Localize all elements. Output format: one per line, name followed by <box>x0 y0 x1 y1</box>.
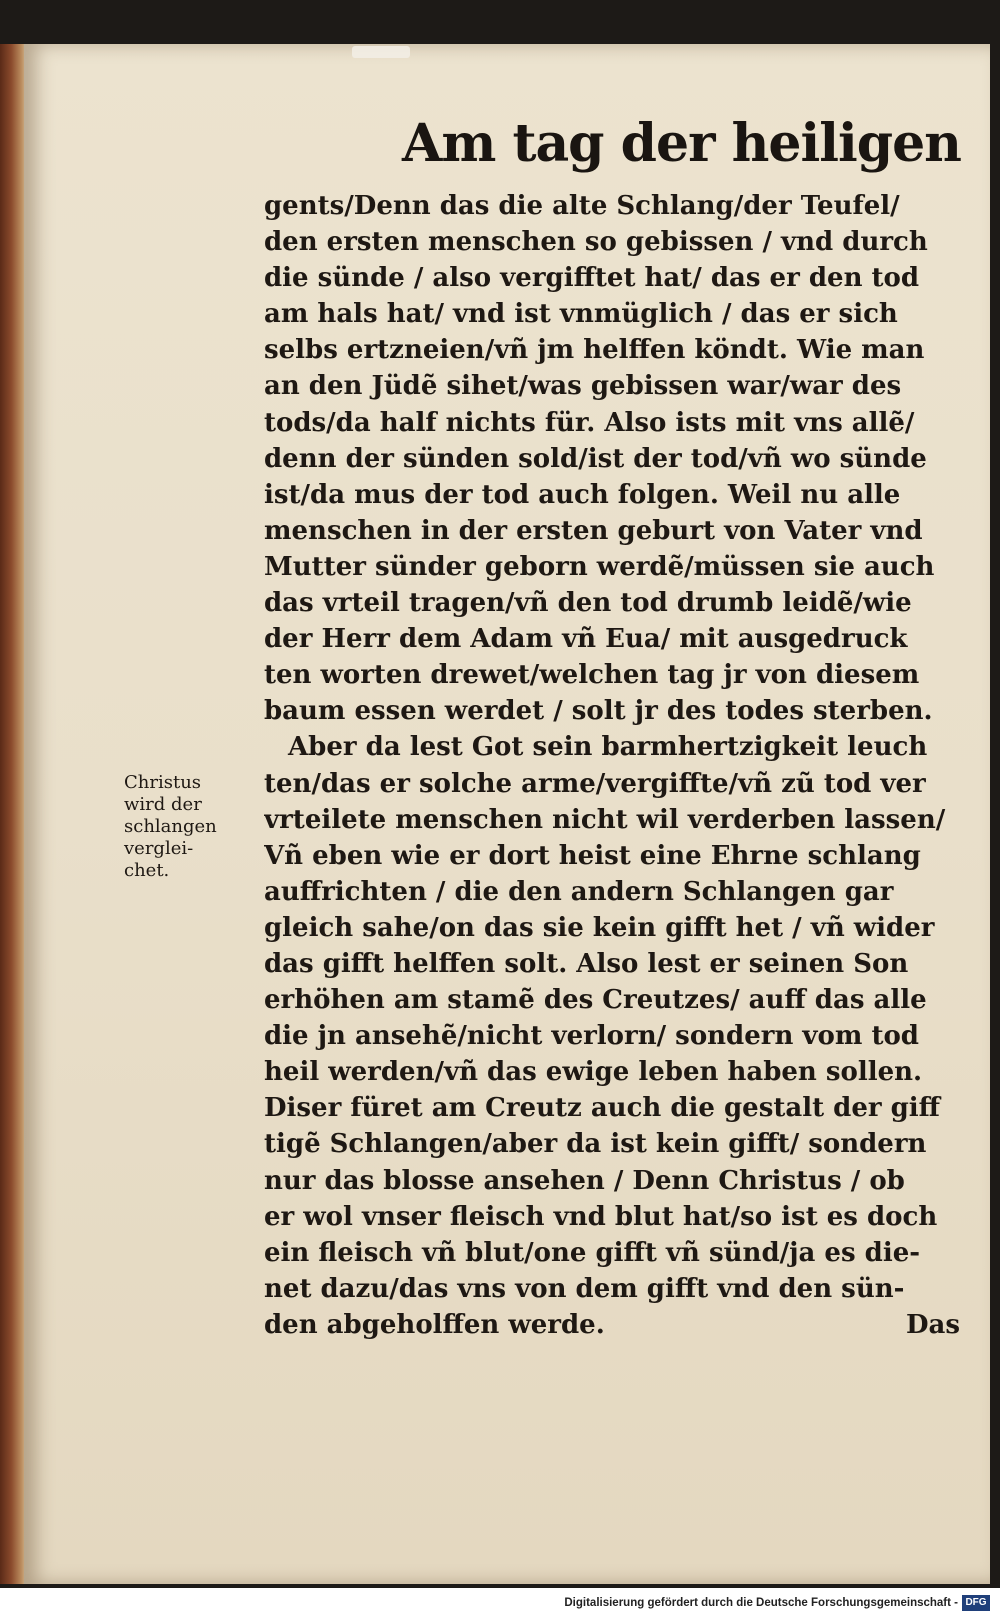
text-line: selbs ertzneien/vñ jm helffen köndt. Wie man <box>264 335 925 366</box>
text-line: den ersten menschen so gebissen / vnd durch <box>264 227 928 258</box>
marginal-note <box>124 772 254 882</box>
text-line: ist/da mus der tod auch folgen. Weil nu alle <box>264 479 901 510</box>
text-line: gents/Denn das die alte Schlang/der Teufel/ <box>264 191 900 221</box>
text-line: ein fleisch vñ blut/one gifft vñ sünd/ja es die- <box>264 1237 921 1268</box>
text-line: Mutter sünder geborn werdẽ/müssen sie auch <box>264 551 935 582</box>
text-line: Aber da lest Got sein barmhertzigkeit leuch <box>288 732 928 763</box>
text-line: heil werden/vñ das ewige leben haben sollen. <box>264 1057 923 1088</box>
catchword: Das <box>905 1309 960 1340</box>
text-line: die sünde / also vergifftet hat/ das er den tod <box>264 263 920 294</box>
text-line: nur das blosse ansehen / Denn Christus / ob <box>264 1165 905 1196</box>
text-line: net dazu/das vns von dem gifft vnd den sün- <box>264 1273 905 1304</box>
footer-bar <box>0 1588 1000 1624</box>
marginal-line: schlangen <box>124 816 217 837</box>
text-line: vrteilete menschen nicht wil verderben lassen/ <box>264 804 946 835</box>
main-text-block <box>264 188 960 1343</box>
text-line-content: den abgeholffen werde. <box>264 1309 605 1340</box>
text-line: ten/das er solche arme/vergiffte/vñ zũ tod ver <box>264 768 926 799</box>
text-line: am hals hat/ vnd ist vnmüglich / das er sich <box>264 299 898 330</box>
text-line: das gifft helffen solt. Also lest er seinen Son <box>264 948 909 979</box>
text-line: denn der sünden sold/ist der tod/vñ wo sünde <box>264 443 927 474</box>
text-line: tigẽ Schlangen/aber da ist kein gifft/ sondern <box>264 1129 927 1160</box>
marginal-line: Christus <box>124 772 202 793</box>
text-line-last <box>264 1307 960 1343</box>
running-head: Am tag der heiligen <box>402 113 961 174</box>
marginal-line: verglei- <box>124 838 194 859</box>
text-line: der Herr dem Adam vñ Eua/ mit ausgedruck <box>264 624 908 655</box>
paper-tab-mark <box>352 46 410 58</box>
text-line: baum essen werdet / solt jr des todes sterben. <box>264 696 933 727</box>
marginal-line: chet. <box>124 860 170 881</box>
footer-credit: Digitalisierung gefördert durch die Deutsche Forschungsgemeinschaft - <box>564 1597 958 1609</box>
text-line: die jn ansehẽ/nicht verlorn/ sondern vom tod <box>264 1021 919 1052</box>
text-line: erhöhen am stamẽ des Creutzes/ auff das alle <box>264 985 927 1016</box>
marginal-line: wird der <box>124 794 202 815</box>
text-line: ten worten drewet/welchen tag jr von diesem <box>264 660 920 691</box>
dfg-logo-badge: DFG <box>962 1595 990 1611</box>
text-line: das vrteil tragen/vñ den tod drumb leidẽ/wie <box>264 588 912 619</box>
text-line: er wol vnser fleisch vnd blut hat/so ist es doch <box>264 1201 938 1232</box>
text-line: an den Jüdẽ sihet/was gebissen war/war des <box>264 371 902 402</box>
text-line: gleich sahe/on das sie kein gifft het / vñ wider <box>264 912 935 943</box>
text-line: Diser füret am Creutz auch die gestalt der giff <box>264 1093 941 1124</box>
text-line: tods/da half nichts für. Also ists mit vns allẽ/ <box>264 407 915 438</box>
text-line: auffrichten / die den andern Schlangen gar <box>264 876 894 907</box>
text-line: Vñ eben wie er dort heist eine Ehrne schlang <box>264 840 921 871</box>
text-line: menschen in der ersten geburt von Vater vnd <box>264 515 923 546</box>
